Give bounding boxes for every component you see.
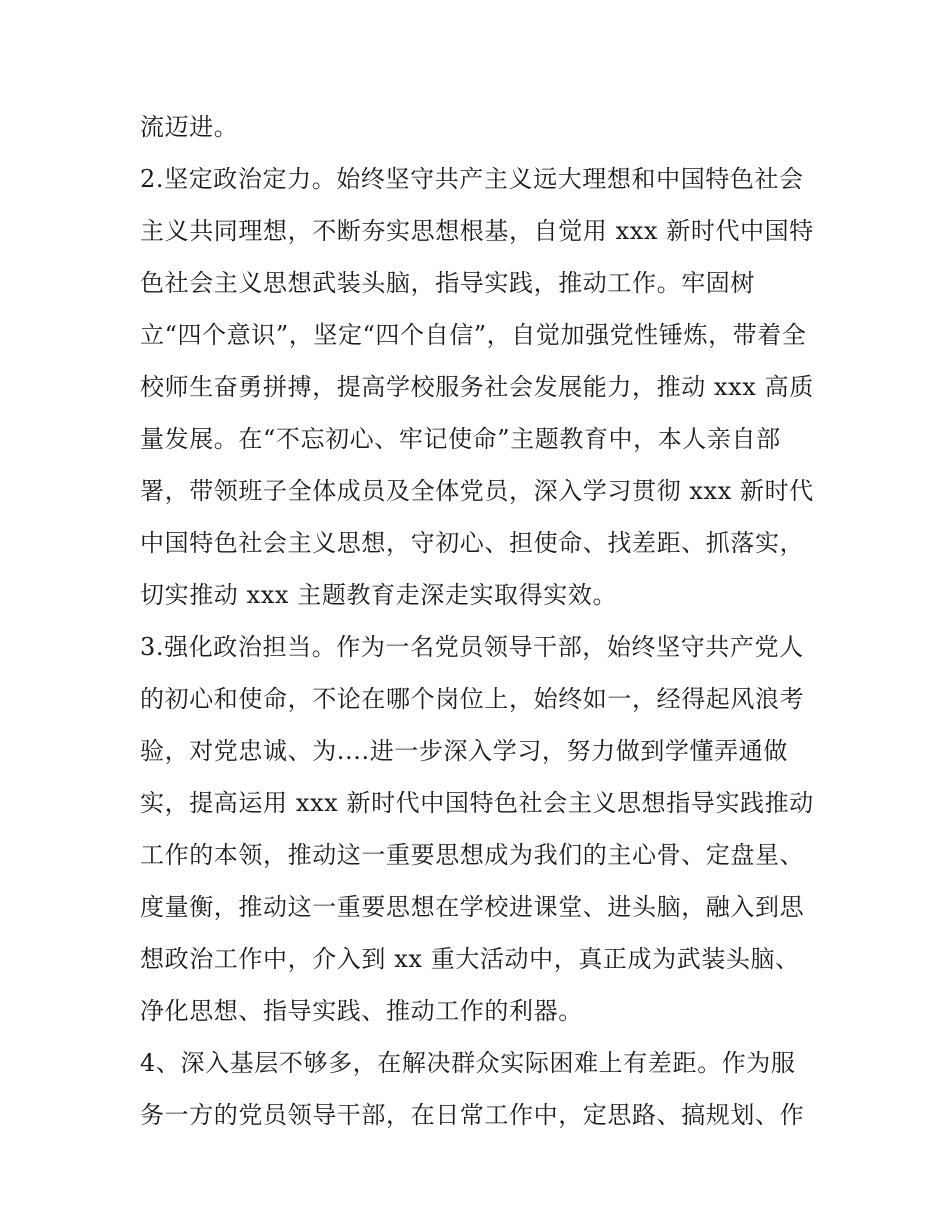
- text-line: 的初心和使命，不论在哪个岗位上，始终如一，经得起风浪考: [140, 685, 805, 713]
- text-line: 校师生奋勇拼搏，提高学校服务社会发展能力，推动 xxx 高质: [140, 373, 814, 401]
- text-line: 量发展。在“不忘初心、牢记使命”主题教育中，本人亲自部: [140, 425, 781, 453]
- text-line: 色社会主义思想武装头脑，指导实践，推动工作。牢固树: [140, 269, 755, 297]
- text-line: 切实推动 xxx 主题教育走深走实取得实效。: [140, 581, 618, 609]
- text-line: 净化思想、指导实践、推动工作的利器。: [140, 997, 583, 1025]
- text-line: 流迈进。: [140, 113, 239, 141]
- text-line: 验，对党忠诚、为....进一步深入学习，努力做到学懂弄通做: [140, 737, 788, 765]
- text-line: 务一方的党员领导干部，在日常工作中，定思路、搞规划、作: [140, 1101, 805, 1129]
- text-line: 度量衡，推动这一重要思想在学校进课堂、进头脑，融入到思: [140, 893, 805, 921]
- text-line: 中国特色社会主义思想，守初心、担使命、找差距、抓落实，: [140, 529, 805, 557]
- text-line: 3.强化政治担当。作为一名党员领导干部，始终坚守共产党人: [140, 633, 804, 661]
- text-line: 立“四个意识”，坚定“四个自信”，自觉加强党性锤炼，带着全: [140, 321, 807, 349]
- text-line: 署，带领班子全体成员及全体党员，深入学习贯彻 xxx 新时代: [140, 477, 814, 505]
- text-line: 4、深入基层不够多，在解决群众实际困难上有差距。作为服: [140, 1049, 796, 1077]
- text-line: 想政治工作中，介入到 xx 重大活动中，真正成为武装头脑、: [140, 945, 800, 973]
- text-line: 实，提高运用 xxx 新时代中国特色社会主义思想指导实践推动: [140, 789, 814, 817]
- text-line: 2.坚定政治定力。始终坚守共产主义远大理想和中国特色社会: [140, 165, 804, 193]
- text-line: 主义共同理想，不断夯实思想根基，自觉用 xxx 新时代中国特: [140, 217, 814, 245]
- text-line: 工作的本领，推动这一重要思想成为我们的主心骨、定盘星、: [140, 841, 805, 869]
